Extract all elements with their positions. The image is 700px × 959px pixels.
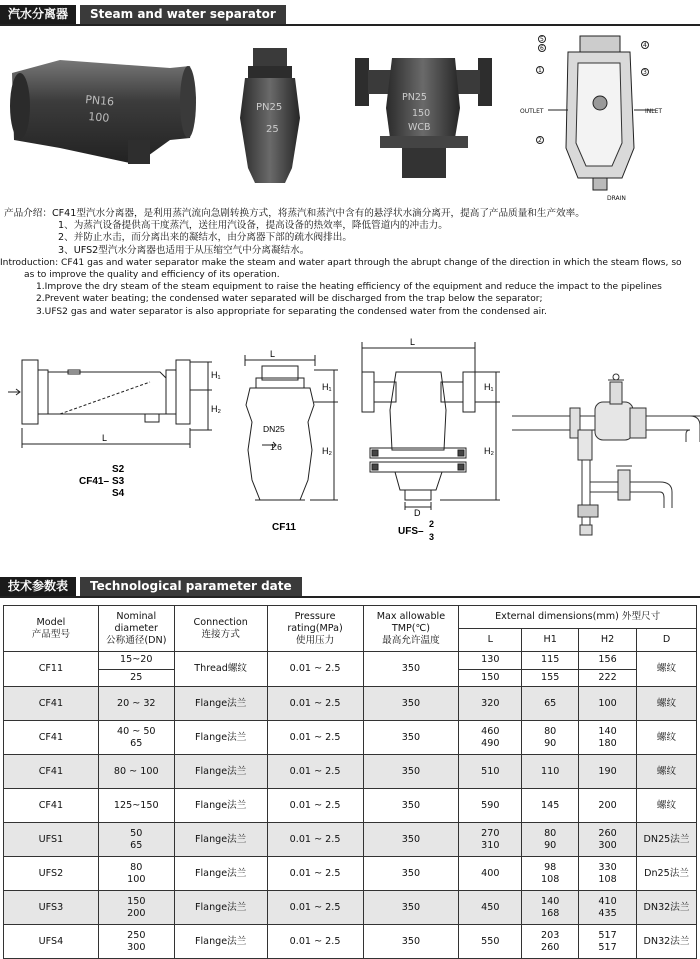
drawing-cf11: [245, 355, 338, 500]
cell-h1: 80 90: [522, 823, 579, 857]
cell-h1: 110: [522, 755, 579, 789]
drawing-ufs: [362, 342, 500, 510]
product-photos: [0, 28, 700, 203]
cell-h2: 140 180: [579, 721, 637, 755]
cell-tmp: 350: [363, 891, 459, 925]
cutaway-drain: DRAIN: [607, 195, 626, 202]
cell-h1: 140 168: [522, 891, 579, 925]
cell-pressure: 0.01 ~ 2.5: [267, 687, 363, 721]
table-row: [4, 789, 697, 823]
cell-dn: 125~150: [98, 789, 174, 823]
intro-en-main: Introduction: CF41 gas and water separator make the steam and water apart through the abrupt change of the direction in which the steam flows, so: [0, 257, 682, 268]
cell-dn: 80 ~ 100: [98, 755, 174, 789]
cell-d: DN32法兰: [637, 891, 697, 925]
section-header-params: [0, 577, 700, 596]
cf11-label: CF11: [272, 522, 296, 533]
piping-schematic: [512, 374, 700, 535]
photo1-mark1: PN16: [84, 93, 115, 109]
cf41-model: CF41–: [79, 476, 110, 487]
cell-tmp: 350: [363, 823, 459, 857]
cell-h2: 156: [579, 652, 637, 670]
cell-dn: 15~20: [98, 652, 174, 670]
cell-h2: 517 517: [579, 925, 637, 959]
cf41-l: L: [102, 433, 108, 443]
cf41-h1: H₁: [211, 370, 221, 380]
cell-tmp: 350: [363, 925, 459, 959]
cell-connection: Flange法兰: [174, 721, 267, 755]
cell-pressure: 0.01 ~ 2.5: [267, 721, 363, 755]
cell-connection: Flange法兰: [174, 891, 267, 925]
cell-model: CF41: [4, 789, 99, 823]
cell-dn: 20 ~ 32: [98, 687, 174, 721]
cf41-h2: H₂: [211, 404, 221, 414]
cf41-variant-s4: S4: [112, 488, 125, 499]
intro-en-point2: 2.Prevent water beating; the condensed water separated will be discharged from the trap below the separator;: [36, 294, 543, 305]
cell-dn: 250 300: [98, 925, 174, 959]
photo1-mark2: 100: [87, 110, 110, 125]
cell-h1: 115: [522, 652, 579, 670]
cutaway-inlet: INLET: [645, 108, 663, 115]
cell-connection: Flange法兰: [174, 857, 267, 891]
photo3-mark1: PN25: [402, 92, 427, 103]
cell-tmp: 350: [363, 755, 459, 789]
cell-l: 510: [459, 755, 522, 789]
cf41-variant-s2: S2: [112, 464, 125, 475]
svg-text:6: 6: [540, 45, 544, 52]
cell-tmp: 350: [363, 721, 459, 755]
intro-en-point1: 1.Improve the dry steam of the steam equipment to raise the heating efficiency of the equipment and reduce the impact to the pipelines: [36, 282, 662, 293]
svg-text:3: 3: [643, 69, 647, 76]
ufs-label: UFS–: [398, 526, 424, 537]
table-row: [4, 857, 697, 891]
cell-connection: Flange法兰: [174, 925, 267, 959]
svg-text:2: 2: [538, 137, 542, 144]
header-h2: H2: [579, 629, 637, 652]
cell-h1: 145: [522, 789, 579, 823]
cell-l: 150: [459, 669, 522, 687]
cell-dn: 150 200: [98, 891, 174, 925]
product-introduction: [0, 208, 700, 318]
ufs-h1: H₁: [484, 382, 494, 392]
cf11-h1: H₁: [322, 382, 332, 392]
intro-cn-point2: 2、并防止水击，而分离出来的凝结水，由分离器下部的疏水阀排出。: [58, 232, 352, 244]
section-header-product: [0, 5, 700, 24]
cell-tmp: 350: [363, 687, 459, 721]
cell-l: 450: [459, 891, 522, 925]
parameter-table: [3, 605, 697, 959]
cell-dn: 25: [98, 669, 174, 687]
table-row: [4, 687, 697, 721]
cell-h2: 100: [579, 687, 637, 721]
ufs-d: D: [414, 508, 421, 518]
cf11-mark-pn: 1.6: [270, 442, 282, 452]
table-row: [4, 721, 697, 755]
header-tmp: Max allowable TMP(℃) 最高允许温度: [363, 606, 459, 652]
ufs-h2: H₂: [484, 446, 494, 456]
params-title-cn: 技术参数表: [0, 577, 76, 596]
intro-cn-main: 产品介绍：CF41型汽水分离器，是利用蒸汽流向急剧转换方式，将蒸汽和蒸汽中含有的悬浮状水滴分离开，提高了产品质量和生产效率。: [4, 208, 585, 219]
cell-connection: Flange法兰: [174, 687, 267, 721]
cell-l: 550: [459, 925, 522, 959]
cell-h2: 200: [579, 789, 637, 823]
cell-d: 螺纹: [637, 652, 697, 687]
cell-h2: 330 108: [579, 857, 637, 891]
ufs-l: L: [410, 337, 416, 347]
svg-text:4: 4: [643, 42, 647, 49]
svg-text:1: 1: [538, 67, 542, 74]
cf11-l: L: [270, 349, 276, 359]
cell-tmp: 350: [363, 789, 459, 823]
cell-l: 460 490: [459, 721, 522, 755]
intro-en-point3: 3.UFS2 gas and water separator is also appropriate for separating the condensed water from the condensed air.: [36, 306, 547, 317]
cell-l: 130: [459, 652, 522, 670]
cell-pressure: 0.01 ~ 2.5: [267, 789, 363, 823]
photo-cf41: [10, 60, 196, 164]
photo-ufs: [355, 58, 492, 178]
header-l: L: [459, 629, 522, 652]
cell-model: UFS1: [4, 823, 99, 857]
cell-h1: 203 260: [522, 925, 579, 959]
header-d: D: [637, 629, 697, 652]
cell-h1: 98 108: [522, 857, 579, 891]
cell-d: 螺纹: [637, 755, 697, 789]
section-title-en: Steam and water separator: [80, 5, 286, 24]
ufs-sub-top: 2: [429, 519, 435, 529]
cell-l: 320: [459, 687, 522, 721]
cell-tmp: 350: [363, 652, 459, 687]
cf11-h2: H₂: [322, 446, 332, 456]
section-title-cn: 汽水分离器: [0, 5, 76, 24]
cell-d: DN32法兰: [637, 925, 697, 959]
cell-pressure: 0.01 ~ 2.5: [267, 857, 363, 891]
cell-pressure: 0.01 ~ 2.5: [267, 891, 363, 925]
intro-cn-point1: 1、为蒸汽设备提供高干度蒸汽，送往用汽设备，提高设备的热效率，降低管道内的冲击力。: [58, 220, 448, 232]
table-row: [4, 891, 697, 925]
cell-pressure: 0.01 ~ 2.5: [267, 652, 363, 687]
photo3-mark3: WCB: [408, 122, 431, 133]
cell-model: CF41: [4, 755, 99, 789]
header-model: Model 产品型号: [4, 606, 99, 652]
table-row: [4, 652, 697, 670]
cell-l: 270 310: [459, 823, 522, 857]
cutaway-diagram: [520, 36, 662, 203]
header-connection: Connection 连接方式: [174, 606, 267, 652]
cell-d: 螺纹: [637, 721, 697, 755]
cell-connection: Flange法兰: [174, 823, 267, 857]
cell-pressure: 0.01 ~ 2.5: [267, 823, 363, 857]
table-row: [4, 823, 697, 857]
cell-connection: Thread螺纹: [174, 652, 267, 687]
photo2-mark1: PN25: [256, 102, 283, 113]
cell-model: CF41: [4, 721, 99, 755]
cell-dn: 40 ~ 50 65: [98, 721, 174, 755]
cell-pressure: 0.01 ~ 2.5: [267, 755, 363, 789]
dimension-drawings: [0, 330, 700, 545]
cutaway-outlet: OUTLET: [520, 108, 544, 115]
drawing-cf41: [8, 360, 212, 448]
cell-h2: 260 300: [579, 823, 637, 857]
cell-d: 螺纹: [637, 687, 697, 721]
table-row: [4, 925, 697, 959]
header-pressure: Pressure rating(MPa) 使用压力: [267, 606, 363, 652]
table-row: [4, 755, 697, 789]
photo3-mark2: 150: [412, 108, 431, 119]
cell-dn: 80 100: [98, 857, 174, 891]
cell-h1: 80 90: [522, 721, 579, 755]
cell-model: CF11: [4, 652, 99, 687]
cell-model: UFS3: [4, 891, 99, 925]
cell-connection: Flange法兰: [174, 789, 267, 823]
intro-cn-point3: 3、UFS2型汽水分离器也适用于从压缩空气中分离凝结水。: [58, 244, 310, 256]
header-external-dims: External dimensions(mm) 外型尺寸: [459, 606, 697, 629]
cell-h2: 410 435: [579, 891, 637, 925]
header-dn: Nominal diameter 公称通径(DN): [98, 606, 174, 652]
cell-d: DN25法兰: [637, 823, 697, 857]
params-title-en: Technological parameter date: [80, 577, 302, 596]
cell-h1: 155: [522, 669, 579, 687]
header-h1: H1: [522, 629, 579, 652]
cell-model: CF41: [4, 687, 99, 721]
cell-pressure: 0.01 ~ 2.5: [267, 925, 363, 959]
cell-h2: 190: [579, 755, 637, 789]
photo-cf11: [240, 48, 300, 183]
intro-en-cont: as to improve the quality and efficiency of its operation.: [24, 270, 280, 281]
cell-h2: 222: [579, 669, 637, 687]
cell-tmp: 350: [363, 857, 459, 891]
cf11-mark-dn: DN25: [263, 424, 285, 434]
photo2-mark2: 25: [266, 124, 279, 135]
svg-text:5: 5: [540, 36, 544, 43]
cell-h1: 65: [522, 687, 579, 721]
cell-d: Dn25法兰: [637, 857, 697, 891]
cell-d: 螺纹: [637, 789, 697, 823]
cell-l: 590: [459, 789, 522, 823]
ufs-sub-bottom: 3: [429, 532, 435, 542]
cell-dn: 50 65: [98, 823, 174, 857]
cell-l: 400: [459, 857, 522, 891]
cell-model: UFS2: [4, 857, 99, 891]
cf41-variant-s3: S3: [112, 476, 125, 487]
cell-connection: Flange法兰: [174, 755, 267, 789]
cell-model: UFS4: [4, 925, 99, 959]
